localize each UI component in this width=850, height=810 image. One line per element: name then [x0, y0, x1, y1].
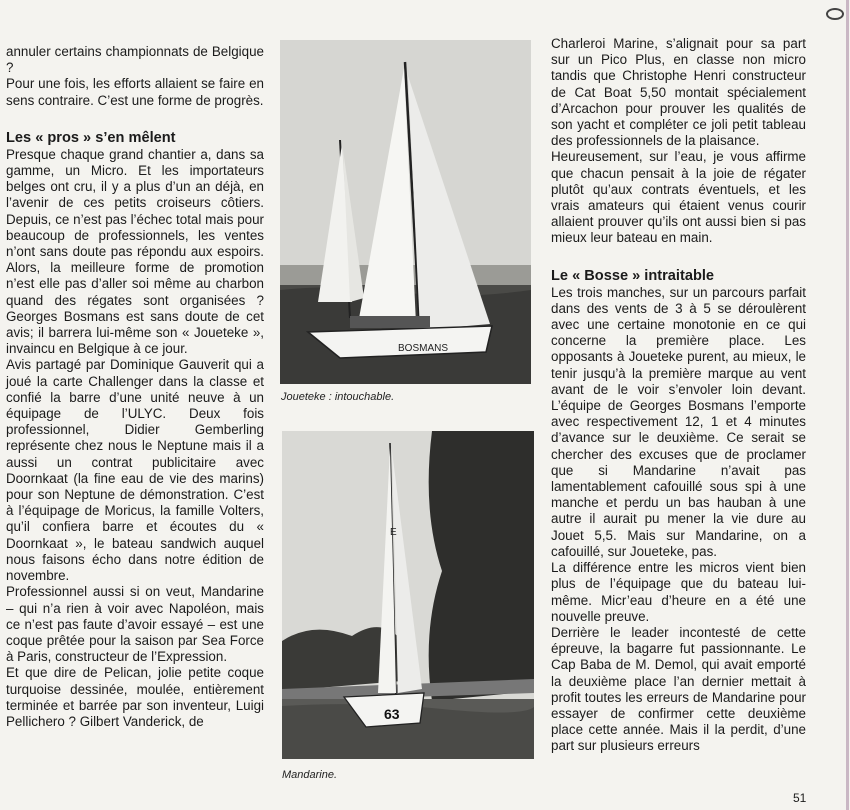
photo-caption: Mandarine.: [282, 769, 338, 781]
paragraph: Derrière le leader incontesté de cette épreuve, la bagarre fut passionnante. Le Cap Baba de M. Demol, qui avait emporté la deuxième place l’an dernier mettait à profit toutes les erreurs de Mandarine pour essayer de confirmer cette deuxième place cette année. Mais il la perdit, d’une part sur plusieurs erreurs: [551, 624, 806, 754]
paragraph: annuler certains championnats de Belgique ?: [6, 44, 264, 76]
sailboat-illustration: [280, 40, 531, 384]
spacer: [551, 247, 806, 267]
spacer: [6, 109, 264, 129]
page-number: 51: [793, 791, 807, 805]
photo-caption: Joueteke : intouchable.: [281, 391, 395, 403]
sail-number: 63: [384, 706, 400, 722]
paragraph: La différence entre les micros vient bien plus de l’équipage que du bateau lui-même. Micr’eau d’heure en a été une nouvelle preuve.: [551, 560, 806, 624]
hull-lettering: BOSMANS: [398, 343, 449, 354]
paragraph: Les trois manches, sur un parcours parfait dans des vents de 3 à 5 se déroulèrent avec une certaine monotonie en ce qui concerne la première place. Les opposants à Joueteke purent, au mieux, le tenir jusqu’à la première marque au vent avant de le voir s’envoler loin devant. L’équipe de Georges Bosmans l’emporte avec respectivement 12, 1 et 4 minutes d’avance sur le deuxième. Ce serait se chercher des excuses que de proclamer que si Mandarine n’avait pas lamentablement cafouillé sous spi à une manche et perdu un bas hauban à une autre il aurait pu mener la vie dure au Jouet 5,5. Mais sur Mandarine, on a cafouillé, sur Joueteke, pas.: [551, 284, 806, 559]
corner-mark-icon: [826, 8, 844, 20]
section-heading: Le « Bosse » intraitable: [551, 267, 715, 284]
paragraph: Et que dire de Pelican, jolie petite coque turquoise dessinée, moulée, entièrement terminée et barrée par son inventeur, Luigi Pellichero ? Gilbert Vanderick, de: [6, 665, 264, 729]
paragraph: Heureusement, sur l’eau, je vous affirme que chacun pensait à la joie de régater plutôt qu’aux contrats éventuels, et les vrais amateurs qui étaient venus courir allaient prouver qu’ils ont aussi bien si pas mieux leur bateau en main.: [551, 149, 806, 246]
paragraph: Presque chaque grand chantier a, dans sa gamme, un Micro. Et les importateurs belges ont cru, il y a plus d’un an déjà, en l’avenir de ces petits croiseurs côtiers. Depuis, ce n’est pas l’échec total mais pour beaucoup de professionnels, les ventes n’ont sans doute pas répondu aux espoirs. Alors, la meilleure forme de promotion n’est elle pas d’aller soi même au charbon quand des régates sont organisées ? Georges Bosmans est sans doute de cet avis; il barrera lui-même son « Joueteke », invaincu en Belgique à ce jour.: [6, 146, 264, 357]
photo-mandarine: [282, 431, 534, 759]
section-heading: Les « pros » s’en mêlent: [6, 129, 176, 146]
right-column: [551, 36, 806, 755]
page-edge: [846, 0, 849, 810]
paragraph: Charleroi Marine, s’alignait pour sa part sur un Pico Plus, en classe non micro tandis que Christophe Henri constructeur de Cat Boat 5,50 montait spécialement d’Arcachon pour prouver les qualités de son yacht et compléter ce joli petit tableau des professionnels de la plaisance.: [551, 36, 806, 149]
sail-mark: E: [390, 527, 397, 538]
photo-joueteke: [280, 40, 531, 384]
paragraph: Avis partagé par Dominique Gauverit qui a joué la carte Challenger dans la classe et confié la barre d’une unité neuve à un équipage de l’ULYC. Deux fois professionnel, Didier Gemberling représente chez nous le Neptune mais il a aussi un contrat publicitaire avec Doornkaat (la fine eau de vie des marins) pour son Neptune de démonstration. C’est à l’équipage de Moricus, la famille Volters, qu’il confiera barre et écoutes du « Doornkaat », le bateau sandwich auquel nous faisons écho dans notre édition de novembre.: [6, 357, 264, 584]
sailboat-illustration: [282, 431, 534, 759]
paragraph: Pour une fois, les efforts allaient se faire en sens contraire. C’est une forme de progrès.: [6, 76, 264, 108]
paragraph: Professionnel aussi si on veut, Mandarine – qui n’a rien à voir avec Napoléon, mais ce n’est pas faute d’avoir essayé – est une coque prêtée pour la saison par Sea Force à Paris, constructeur de l’Expression.: [6, 584, 264, 665]
left-column: [6, 44, 264, 730]
